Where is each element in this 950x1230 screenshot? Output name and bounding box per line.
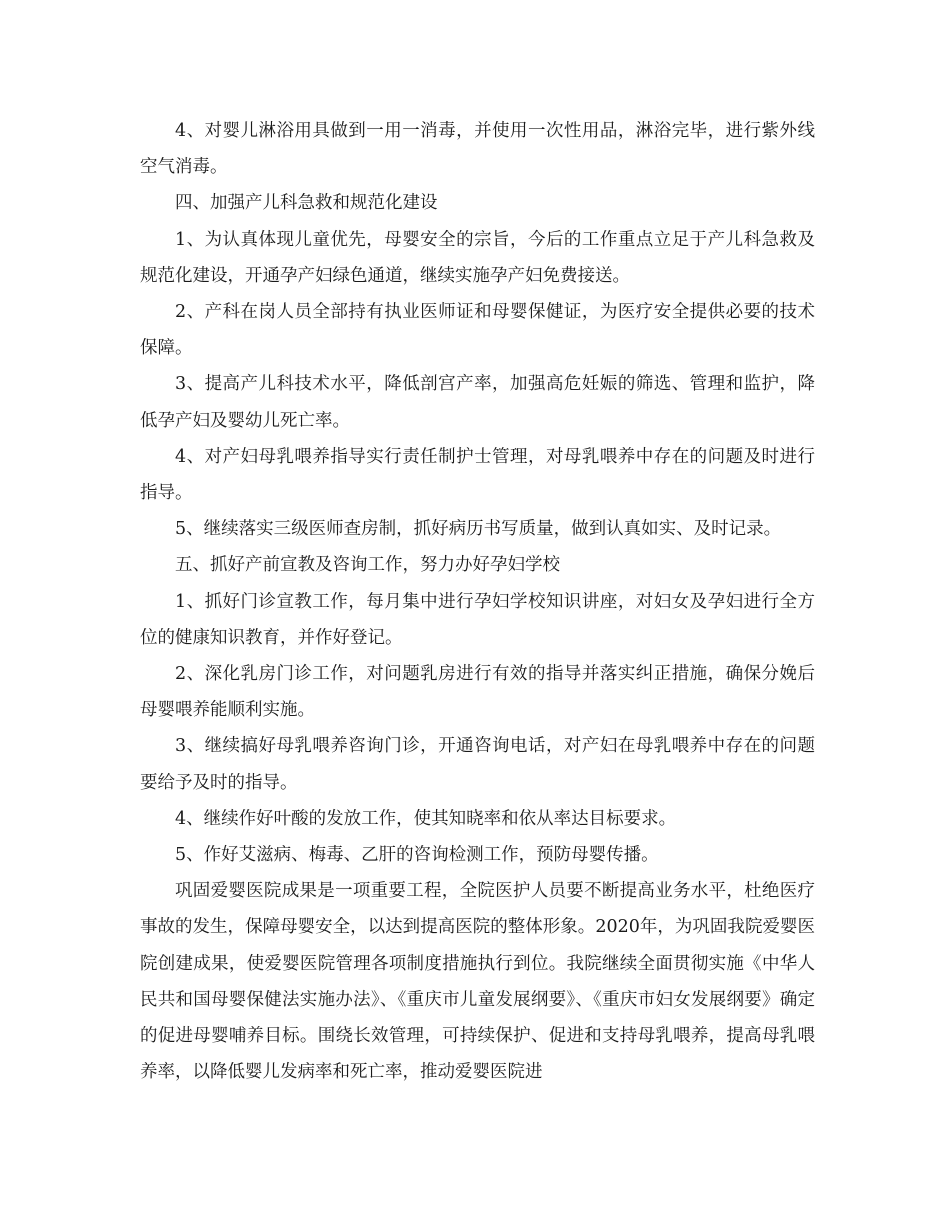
paragraph-item-3-consultation: 3、继续搞好母乳喂养咨询门诊，开通咨询电话，对产妇在母乳喂养中存在的问题要给予及时的指导。 bbox=[140, 736, 815, 793]
paragraph-item-4-disinfection: 4、对婴儿淋浴用具做到一用一消毒，并使用一次性用品，淋浴完毕，进行紫外线空气消毒。 bbox=[140, 121, 815, 178]
paragraph-item-1-child-priority: 1、为认真体现儿童优先，母婴安全的宗旨，今后的工作重点立足于产儿科急救及规范化建设，开通孕产妇绿色通道，继续实施孕产妇免费接送。 bbox=[140, 229, 815, 286]
section-heading-4: 四、加强产儿科急救和规范化建设 bbox=[175, 193, 438, 214]
paragraph-item-4-folic-acid: 4、继续作好叶酸的发放工作，使其知晓率和依从率达目标要求。 bbox=[175, 808, 677, 829]
paragraph-item-5-testing: 5、作好艾滋病、梅毒、乙肝的咨询检测工作，预防母婴传播。 bbox=[175, 845, 659, 866]
paragraph-item-2-breast-clinic: 2、深化乳房门诊工作，对问题乳房进行有效的指导并落实纠正措施，确保分娩后母婴喂养能顺利实施。 bbox=[140, 664, 815, 721]
paragraph-item-3-technical-level: 3、提高产儿科技术水平，降低剖宫产率，加强高危妊娠的筛选、管理和监护，降低孕产妇及婴幼儿死亡率。 bbox=[140, 374, 815, 431]
paragraph-item-2-certification: 2、产科在岗人员全部持有执业医师证和母婴保健证，为医疗安全提供必要的技术保障。 bbox=[140, 302, 815, 359]
paragraph-item-4-breastfeeding-guidance: 4、对产妇母乳喂养指导实行责任制护士管理，对母乳喂养中存在的问题及时进行指导。 bbox=[140, 446, 815, 504]
document-body bbox=[140, 113, 815, 1090]
section-heading-5: 五、抓好产前宣教及咨询工作，努力办好孕妇学校 bbox=[175, 555, 560, 576]
paragraph-item-5-ward-rounds: 5、继续落实三级医师查房制，抓好病历书写质量，做到认真如实、及时记录。 bbox=[175, 519, 782, 540]
paragraph-item-1-outpatient-education: 1、抓好门诊宣教工作，每月集中进行孕妇学校知识讲座，对妇女及孕妇进行全方位的健康知识教育，并作好登记。 bbox=[140, 591, 815, 648]
paragraph-summary: 巩固爱婴医院成果是一项重要工程，全院医护人员要不断提高业务水平，杜绝医疗事故的发生，保障母婴安全，以达到提高医院的整体形象。2020年，为巩固我院爱婴医院创建成果，使爱婴医院管理各项制度措施执行到位。我院继续全面贯彻实施《中华人民共和国母婴保健法实施办法》、《重庆市儿童发展纲要》、《重庆市妇女发展纲要》确定的促进母婴哺养目标。围绕长效管理，可持续保护、促进和支持母乳喂养，提高母乳喂养率，以降低婴儿发病率和死亡率，推动爱婴医院进 bbox=[140, 881, 815, 1083]
